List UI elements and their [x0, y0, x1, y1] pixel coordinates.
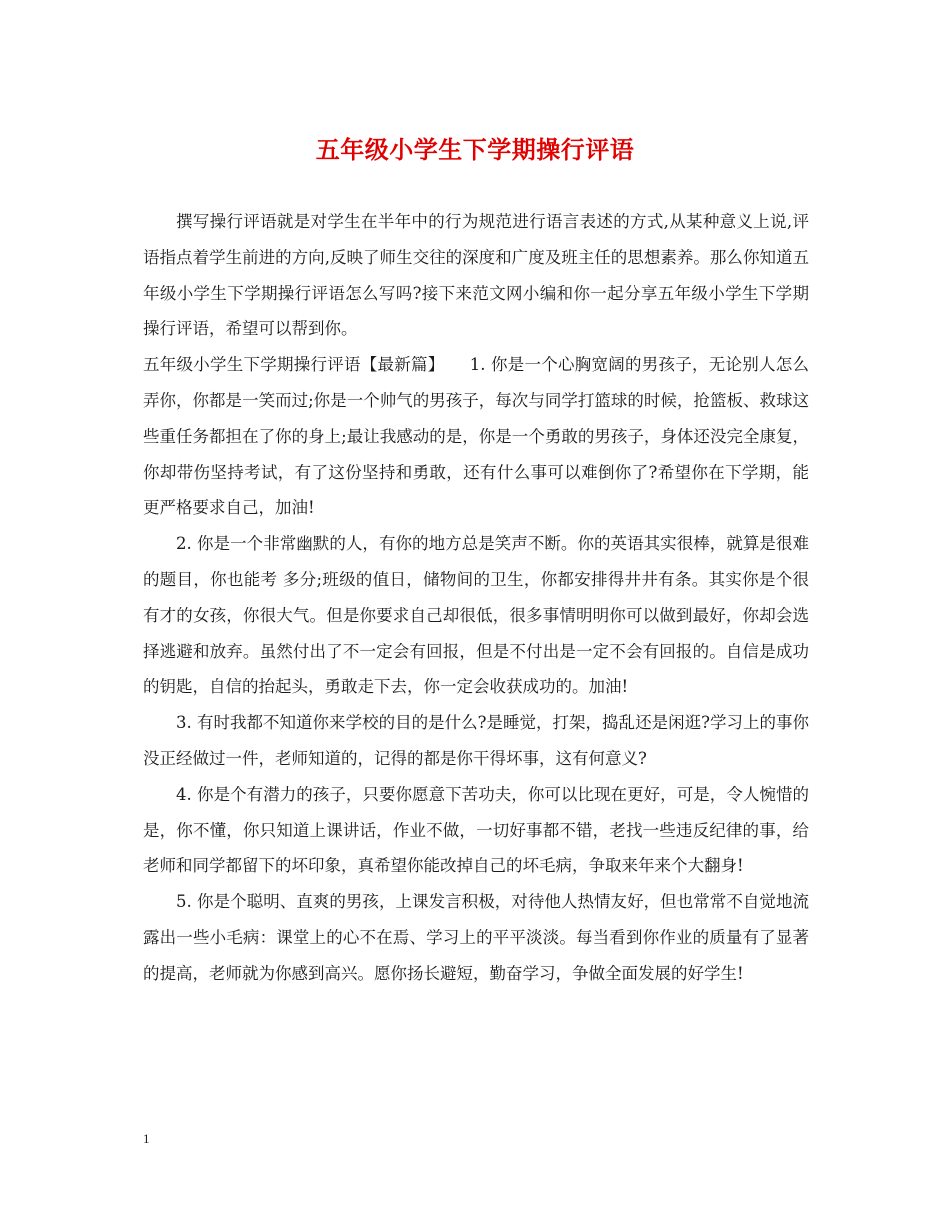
paragraph-comment-2: 2. 你是一个非常幽默的人，有你的地方总是笑声不断。你的英语其实很棒，就算是很难的题目，你也能考 多分;班级的值日，储物间的卫生，你都安排得井井有条。其实你是个很有才的女孩，你很大气。但是你要求自己却很低，很多事情明明你可以做到最好，你却会选择逃避和放弃。虽然付出了不一定会有回报，但是不付出是一定不会有回报的。自信是成功的钥匙，自信的抬起头，勇敢走下去，你一定会收获成功的。加油! — [143, 534, 809, 697]
paragraph-intro: 撰写操行评语就是对学生在半年中的行为规范进行语言表述的方式,从某种意义上说,评语指点着学生前进的方向,反映了师生交往的深度和广度及班主任的思想素养。那么你知道五年级小学生下学期操行评语怎么写吗?接下来范文网小编和你一起分享五年级小学生下学期操行评语，希望可以帮到你。 — [143, 212, 809, 339]
page-number: 1 — [143, 1131, 150, 1146]
document-title: 五年级小学生下学期操行评语 — [315, 135, 635, 164]
paragraph-comment-1: 五年级小学生下学期操行评语【最新篇】 1. 你是一个心胸宽阔的男孩子，无论别人怎么弄你，你都是一笑而过;你是一个帅气的男孩子，每次与同学打篮球的时候，抢篮板、救球这些重任务都担在了你的身上;最让我感动的是，你是一个勇敢的男孩子，身体还没完全康复，你却带伤坚持考试，有了这份坚持和勇敢，还有什么事可以难倒你了?希望你在下学期，能更严格要求自己，加油! — [143, 355, 809, 518]
document-body — [143, 204, 809, 992]
paragraph-comment-5: 5. 你是个聪明、直爽的男孩，上课发言积极，对待他人热情友好，但也常常不自觉地流露出一些小毛病：课堂上的心不在焉、学习上的平平淡淡。每当看到你作业的质量有了显著的提高，老师就为你感到高兴。愿你扬长避短，勤奋学习，争做全面发展的好学生! — [143, 892, 809, 983]
paragraph-comment-4: 4. 你是个有潜力的孩子，只要你愿意下苦功夫，你可以比现在更好，可是，令人惋惜的是，你不懂，你只知道上课讲话，作业不做，一切好事都不错，老找一些违反纪律的事，给老师和同学都留下的坏印象，真希望你能改掉自己的坏毛病，争取来年来个大翻身! — [143, 784, 809, 876]
paragraph-comment-3: 3. 有时我都不知道你来学校的目的是什么?是睡觉，打架，捣乱还是闲逛?学习上的事你没正经做过一件，老师知道的，记得的都是你干得坏事，这有何意义? — [143, 713, 809, 768]
